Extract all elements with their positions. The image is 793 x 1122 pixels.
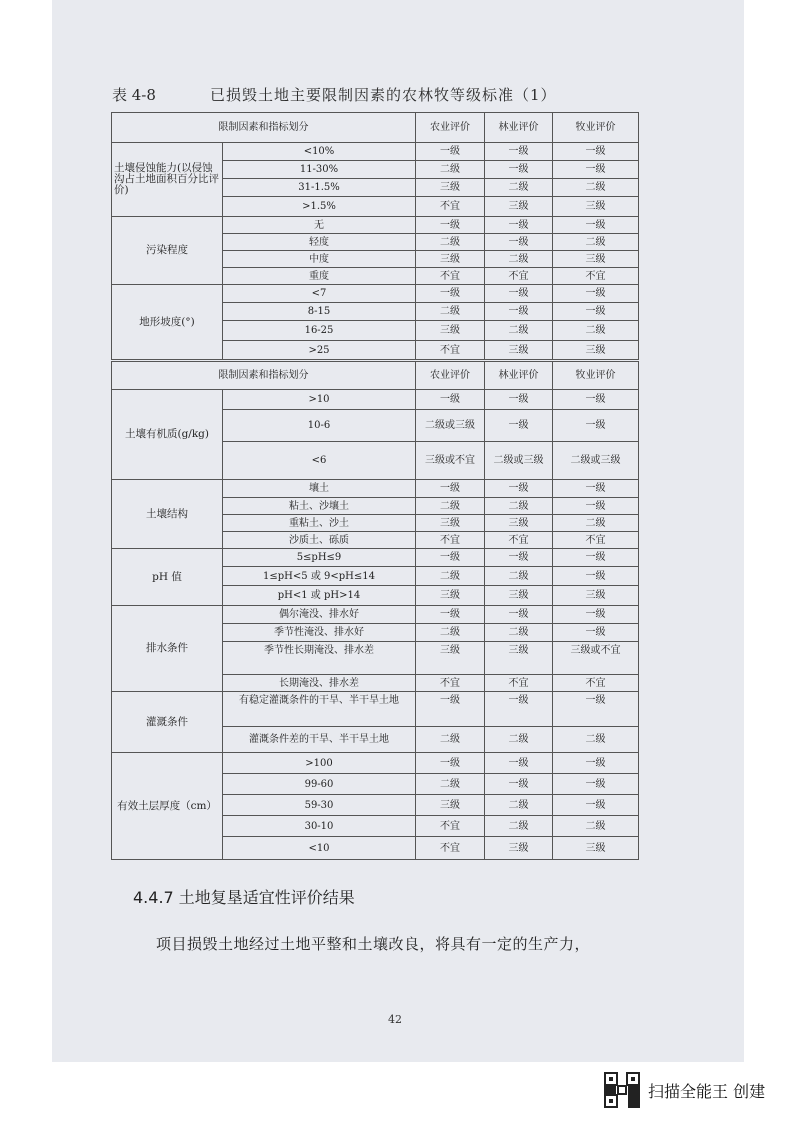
agri-cell: 三级 <box>416 321 485 341</box>
pasture-cell: 一级 <box>553 410 639 442</box>
agri-cell: 一级 <box>416 390 485 410</box>
indicator-cell: 1≤pH<5 或 9<pH≤14 <box>223 567 416 586</box>
forest-cell: 不宜 <box>485 532 553 549</box>
indicator-cell: 沙质土、砾质 <box>223 532 416 549</box>
forest-cell: 三级 <box>485 197 553 217</box>
indicator-cell: 有稳定灌溉条件的干旱、半干旱土地 <box>223 692 416 727</box>
agri-cell: 一级 <box>416 549 485 567</box>
indicator-cell: 长期淹没、排水差 <box>223 675 416 692</box>
indicator-cell: 季节性淹没、排水好 <box>223 624 416 642</box>
forest-cell: 一级 <box>485 303 553 321</box>
header-forest: 林业评价 <box>485 113 553 143</box>
agri-cell: 一级 <box>416 692 485 727</box>
forest-cell: 一级 <box>485 410 553 442</box>
table-header-row-2 <box>112 361 639 390</box>
forest-cell: 二级 <box>485 321 553 341</box>
header2-agri: 农业评价 <box>416 361 485 390</box>
agri-cell: 不宜 <box>416 197 485 217</box>
indicator-cell: 16-25 <box>223 321 416 341</box>
group-pollution: 污染程度 <box>112 217 223 285</box>
table-number: 表 4-8 <box>112 86 156 104</box>
group-slope: 地形坡度(°) <box>112 285 223 361</box>
pasture-cell: 一级 <box>553 217 639 234</box>
agri-cell: 一级 <box>416 217 485 234</box>
indicator-cell: pH<1 或 pH>14 <box>223 586 416 606</box>
agri-cell: 三级 <box>416 795 485 816</box>
group-organic: 土壤有机质(g/kg) <box>112 390 223 480</box>
agri-cell: 不宜 <box>416 341 485 361</box>
forest-cell: 三级 <box>485 642 553 675</box>
group-erosion: 土壤侵蚀能力(以侵蚀沟占土地面积百分比评价) <box>112 143 223 217</box>
pasture-cell: 二级或三级 <box>553 442 639 480</box>
forest-cell: 一级 <box>485 480 553 498</box>
table-row <box>112 549 639 567</box>
agri-cell: 二级 <box>416 567 485 586</box>
forest-cell: 一级 <box>485 549 553 567</box>
pasture-cell: 一级 <box>553 606 639 624</box>
pasture-cell: 一级 <box>553 143 639 161</box>
forest-cell: 一级 <box>485 285 553 303</box>
agri-cell: 一级 <box>416 285 485 303</box>
forest-cell: 二级 <box>485 795 553 816</box>
pasture-cell: 一级 <box>553 303 639 321</box>
group-ph: pH 值 <box>112 549 223 606</box>
group-irrigation: 灌溉条件 <box>112 692 223 753</box>
indicator-cell: 粘土、沙壤土 <box>223 498 416 515</box>
forest-cell: 一级 <box>485 774 553 795</box>
forest-cell: 二级 <box>485 816 553 837</box>
agri-cell: 三级 <box>416 251 485 268</box>
pasture-cell: 二级 <box>553 816 639 837</box>
header2-factor: 限制因素和指标划分 <box>112 361 416 390</box>
pasture-cell: 二级 <box>553 234 639 251</box>
grading-standard-table <box>111 112 639 860</box>
pasture-cell: 一级 <box>553 774 639 795</box>
header2-pasture: 牧业评价 <box>553 361 639 390</box>
pasture-cell: 三级 <box>553 197 639 217</box>
table-row <box>112 692 639 727</box>
pasture-cell: 不宜 <box>553 268 639 285</box>
group-structure: 土壤结构 <box>112 480 223 549</box>
pasture-cell: 一级 <box>553 692 639 727</box>
forest-cell: 一级 <box>485 234 553 251</box>
header-pasture: 牧业评价 <box>553 113 639 143</box>
pasture-cell: 一级 <box>553 567 639 586</box>
agri-cell: 二级 <box>416 303 485 321</box>
forest-cell: 二级 <box>485 567 553 586</box>
indicator-cell: 8-15 <box>223 303 416 321</box>
pasture-cell: 一级 <box>553 285 639 303</box>
table-row <box>112 285 639 303</box>
indicator-cell: >100 <box>223 753 416 774</box>
forest-cell: 不宜 <box>485 675 553 692</box>
pasture-cell: 二级 <box>553 515 639 532</box>
forest-cell: 三级 <box>485 837 553 860</box>
forest-cell: 三级 <box>485 586 553 606</box>
indicator-cell: >10 <box>223 390 416 410</box>
indicator-cell: 无 <box>223 217 416 234</box>
pasture-cell: 一级 <box>553 498 639 515</box>
forest-cell: 二级或三级 <box>485 442 553 480</box>
table-row <box>112 753 639 774</box>
pasture-cell: 一级 <box>553 480 639 498</box>
agri-cell: 三级 <box>416 515 485 532</box>
pasture-cell: 一级 <box>553 390 639 410</box>
group-soil-depth: 有效土层厚度（cm） <box>112 753 223 860</box>
indicator-cell: <10% <box>223 143 416 161</box>
forest-cell: 一级 <box>485 753 553 774</box>
agri-cell: 二级 <box>416 234 485 251</box>
pasture-cell: 不宜 <box>553 675 639 692</box>
table-row <box>112 143 639 161</box>
pasture-cell: 三级 <box>553 837 639 860</box>
indicator-cell: 59-30 <box>223 795 416 816</box>
indicator-cell: 季节性长期淹没、排水差 <box>223 642 416 675</box>
agri-cell: 一级 <box>416 480 485 498</box>
pasture-cell: 二级 <box>553 179 639 197</box>
pasture-cell: 三级或不宜 <box>553 642 639 675</box>
pasture-cell: 二级 <box>553 321 639 341</box>
forest-cell: 一级 <box>485 692 553 727</box>
indicator-cell: 31-1.5% <box>223 179 416 197</box>
agri-cell: 一级 <box>416 753 485 774</box>
indicator-cell: >25 <box>223 341 416 361</box>
table-caption <box>112 82 642 106</box>
agri-cell: 不宜 <box>416 675 485 692</box>
pasture-cell: 二级 <box>553 727 639 753</box>
section-heading: 4.4.7 土地复垦适宜性评价结果 <box>133 888 355 907</box>
forest-cell: 三级 <box>485 341 553 361</box>
indicator-cell: 轻度 <box>223 234 416 251</box>
forest-cell: 二级 <box>485 624 553 642</box>
forest-cell: 二级 <box>485 727 553 753</box>
forest-cell: 二级 <box>485 498 553 515</box>
agri-cell: 二级 <box>416 161 485 179</box>
indicator-cell: 重粘土、沙土 <box>223 515 416 532</box>
indicator-cell: 99-60 <box>223 774 416 795</box>
agri-cell: 一级 <box>416 143 485 161</box>
pasture-cell: 一级 <box>553 795 639 816</box>
table-title: 已损毁土地主要限制因素的农林牧等级标准（1） <box>210 86 557 104</box>
forest-cell: 二级 <box>485 251 553 268</box>
body-paragraph: 项目损毁土地经过土地平整和土壤改良，将具有一定的生产力， <box>156 935 591 953</box>
indicator-cell: 重度 <box>223 268 416 285</box>
forest-cell: 一级 <box>485 161 553 179</box>
forest-cell: 一级 <box>485 606 553 624</box>
pasture-cell: 三级 <box>553 251 639 268</box>
header-agri: 农业评价 <box>416 113 485 143</box>
agri-cell: 三级 <box>416 586 485 606</box>
indicator-cell: <10 <box>223 837 416 860</box>
agri-cell: 二级或三级 <box>416 410 485 442</box>
forest-cell: 三级 <box>485 515 553 532</box>
indicator-cell: 10-6 <box>223 410 416 442</box>
table-row <box>112 390 639 410</box>
forest-cell: 二级 <box>485 179 553 197</box>
indicator-cell: <6 <box>223 442 416 480</box>
indicator-cell: <7 <box>223 285 416 303</box>
indicator-cell: 30-10 <box>223 816 416 837</box>
qr-code-icon <box>604 1072 640 1108</box>
pasture-cell: 一级 <box>553 624 639 642</box>
agri-cell: 三级或不宜 <box>416 442 485 480</box>
indicator-cell: 灌溉条件差的干旱、半干旱土地 <box>223 727 416 753</box>
agri-cell: 二级 <box>416 727 485 753</box>
forest-cell: 一级 <box>485 143 553 161</box>
pasture-cell: 三级 <box>553 586 639 606</box>
table-row <box>112 217 639 234</box>
pasture-cell: 三级 <box>553 341 639 361</box>
indicator-cell: 11-30% <box>223 161 416 179</box>
agri-cell: 三级 <box>416 642 485 675</box>
agri-cell: 不宜 <box>416 837 485 860</box>
indicator-cell: 5≤pH≤9 <box>223 549 416 567</box>
agri-cell: 不宜 <box>416 268 485 285</box>
forest-cell: 一级 <box>485 217 553 234</box>
agri-cell: 三级 <box>416 179 485 197</box>
agri-cell: 一级 <box>416 606 485 624</box>
page-number: 42 <box>388 1013 402 1026</box>
scanner-watermark: 扫描全能王 创建 <box>648 1082 766 1101</box>
agri-cell: 不宜 <box>416 816 485 837</box>
agri-cell: 二级 <box>416 498 485 515</box>
group-drainage: 排水条件 <box>112 606 223 692</box>
agri-cell: 二级 <box>416 774 485 795</box>
agri-cell: 二级 <box>416 624 485 642</box>
indicator-cell: 壤土 <box>223 480 416 498</box>
pasture-cell: 一级 <box>553 549 639 567</box>
indicator-cell: >1.5% <box>223 197 416 217</box>
header-factor: 限制因素和指标划分 <box>112 113 416 143</box>
forest-cell: 不宜 <box>485 268 553 285</box>
pasture-cell: 一级 <box>553 161 639 179</box>
pasture-cell: 一级 <box>553 753 639 774</box>
pasture-cell: 不宜 <box>553 532 639 549</box>
indicator-cell: 中度 <box>223 251 416 268</box>
table-header-row <box>112 113 639 143</box>
forest-cell: 一级 <box>485 390 553 410</box>
header2-forest: 林业评价 <box>485 361 553 390</box>
table-row <box>112 606 639 624</box>
agri-cell: 不宜 <box>416 532 485 549</box>
table-row <box>112 480 639 498</box>
indicator-cell: 偶尔淹没、排水好 <box>223 606 416 624</box>
